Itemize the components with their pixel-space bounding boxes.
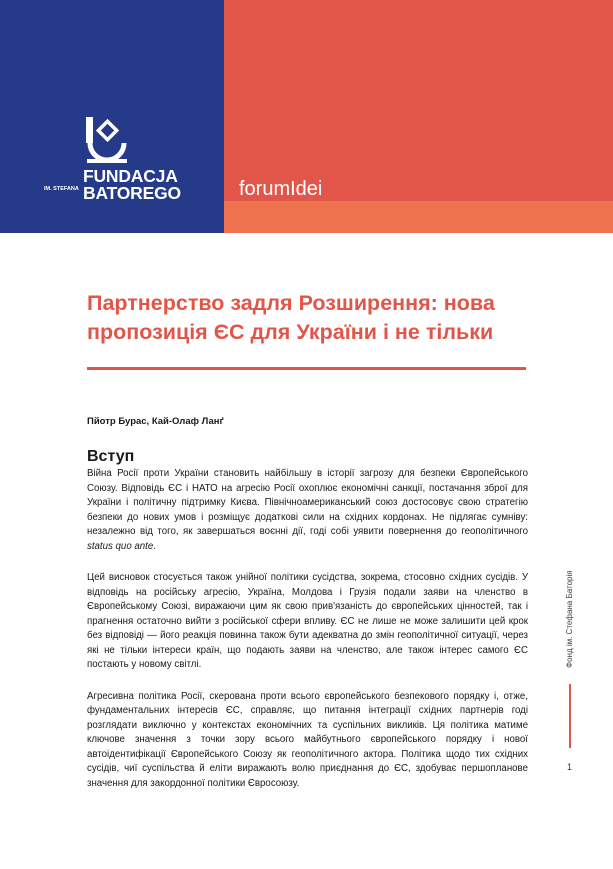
latin-phrase: status quo ante: [87, 540, 154, 552]
foundation-logo-text: [83, 168, 181, 202]
section-heading: Вступ: [87, 448, 135, 465]
forum-idei-brand: forumIdei: [239, 178, 323, 200]
red-panel: [224, 0, 613, 201]
cover-header: [0, 0, 613, 233]
orange-band: [224, 201, 613, 233]
document-title: Партнерство задля Розширення: нова пропозиція ЄС для України і не тільки: [87, 291, 495, 344]
paragraph-2: Цей висновок стосується також унійної політики сусідства, зокрема, стосовно східних сусідів. У відповідь на російську агресію, Україна, Молдова і Грузія подали заяви на членство в Європейському Союзі, виражаючи цим як свою прив'язаність до європейських цінностей, так і прагнення остаточно вийти з російської сфери впливу. ЄС не лише не може залишити цей крок без відповіді — його реакція повинна також бути адекватна до змін геополітичної ситуації, через які не тільки інтереси країн, що подають заяви на членство, але також інтерес самого ЄС постають у новому світлі.: [87, 572, 528, 670]
logo-line-fundacja: FUNDACJA: [83, 166, 178, 186]
page-number: 1: [567, 762, 573, 772]
paragraph-3: Агресивна політика Росії, скерована проти всього європейського безпекового порядку і, отже, фундаментальних інтересів ЄС, справляє, що питання інтеграції східних партнерів годі розглядати виключно у контекстах економічних та суспільних викликів. Ця політика матиме ключове значення з точки зору всього майбутнього європейського порядку і нової автоідентифікації Європейського Союзу як геополітичного актора. Політика щодо тих східних сусідів, чиї суспільства й еліти виражають волю приєднання до ЄС, здобуває першопланове значення для закордонної політики Євросоюзу.: [87, 690, 528, 789]
body-text: [87, 467, 528, 808]
vertical-label: Фонд ім. Стефана Баторія: [565, 570, 574, 668]
side-accent-rule: [569, 684, 571, 748]
foundation-logo-icon: [84, 115, 130, 165]
title-underline: [87, 367, 526, 370]
logo-im-stefana: IM. STEFANA: [44, 186, 79, 192]
paragraph-1: Війна Росії проти України становить найбільшу в історії загрозу для безпеки Європейського Союзу. Відповідь ЄС і НАТО на агресію Росії охоплює економічні санкції, постачання зброї для України і політичну підтримку Києва. Північноамериканський союз достосовує свою стратегію безпеки до нових умов і розміщує додаткові сили на східних кордонах. Не підлягає сумніву: незалежно від того, як завершаться воєнні дії, годі собі уявити повернення до геополітичного status quo ante.: [87, 468, 528, 552]
authors: Пйотр Бурас, Кай-Олаф Ланґ: [87, 416, 224, 427]
logo-line-batorego: BATOREGO: [83, 183, 181, 203]
